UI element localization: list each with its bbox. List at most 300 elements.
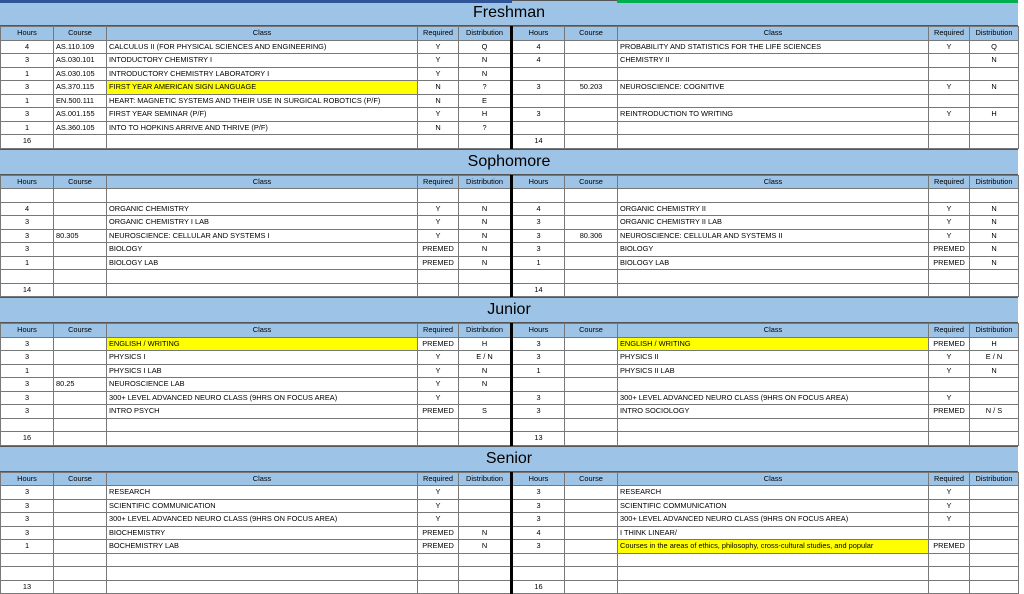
table-cell[interactable]: Y — [418, 67, 459, 81]
table-cell[interactable] — [929, 580, 970, 594]
table-cell[interactable]: Y — [929, 108, 970, 122]
table-cell[interactable] — [418, 418, 459, 432]
table-cell[interactable] — [565, 270, 618, 284]
table-cell[interactable]: N — [970, 256, 1019, 270]
table-cell[interactable] — [970, 513, 1019, 527]
table-cell[interactable]: N — [459, 67, 512, 81]
column-header-class[interactable]: Class — [618, 472, 929, 486]
table-cell[interactable]: Y — [929, 499, 970, 513]
table-cell[interactable]: H — [459, 108, 512, 122]
table-cell[interactable] — [565, 526, 618, 540]
table-cell[interactable] — [970, 189, 1019, 203]
table-cell[interactable] — [565, 580, 618, 594]
table-cell[interactable] — [929, 567, 970, 581]
table-cell[interactable]: Y — [418, 486, 459, 500]
table-cell[interactable] — [54, 567, 107, 581]
table-cell[interactable] — [929, 283, 970, 297]
table-cell[interactable] — [970, 499, 1019, 513]
table-cell[interactable]: PREMED — [929, 243, 970, 257]
table-cell[interactable]: 1 — [512, 364, 565, 378]
table-cell[interactable] — [929, 67, 970, 81]
table-cell[interactable]: ORGANIC CHEMISTRY — [107, 202, 418, 216]
table-cell[interactable]: PREMED — [418, 243, 459, 257]
table-cell[interactable]: Y — [418, 378, 459, 392]
table-cell[interactable]: NEUROSCIENCE LAB — [107, 378, 418, 392]
table-cell[interactable] — [929, 378, 970, 392]
table-cell[interactable]: 13 — [1, 580, 54, 594]
table-cell[interactable]: I THINK LINEAR/ — [618, 526, 929, 540]
column-header-required[interactable]: Required — [929, 175, 970, 189]
table-cell[interactable] — [970, 283, 1019, 297]
table-cell[interactable] — [970, 432, 1019, 446]
table-cell[interactable]: Y — [418, 499, 459, 513]
table-cell[interactable]: Y — [418, 351, 459, 365]
table-cell[interactable]: SCIENTIFIC COMMUNICATION — [107, 499, 418, 513]
table-cell[interactable]: 3 — [512, 486, 565, 500]
table-cell[interactable] — [970, 94, 1019, 108]
table-cell[interactable] — [54, 270, 107, 284]
column-header-required[interactable]: Required — [418, 472, 459, 486]
table-cell[interactable]: SCIENTIFIC COMMUNICATION — [618, 499, 929, 513]
table-cell[interactable]: 1 — [1, 94, 54, 108]
table-cell[interactable]: 3 — [1, 351, 54, 365]
table-cell[interactable] — [54, 580, 107, 594]
table-cell[interactable] — [565, 108, 618, 122]
column-header-course[interactable]: Course — [565, 27, 618, 41]
table-cell[interactable]: 3 — [512, 216, 565, 230]
table-cell[interactable] — [459, 270, 512, 284]
table-cell[interactable]: INTRODUCTORY CHEMISTRY LABORATORY I — [107, 67, 418, 81]
table-cell[interactable] — [459, 432, 512, 446]
table-cell[interactable]: Y — [418, 108, 459, 122]
table-cell[interactable] — [565, 337, 618, 351]
table-cell[interactable]: AS.001.155 — [54, 108, 107, 122]
table-cell[interactable] — [54, 189, 107, 203]
table-cell[interactable] — [970, 378, 1019, 392]
table-cell[interactable] — [565, 54, 618, 68]
column-header-hours[interactable]: Hours — [1, 27, 54, 41]
table-cell[interactable] — [565, 432, 618, 446]
table-cell[interactable]: Y — [418, 40, 459, 54]
table-cell[interactable]: N — [459, 216, 512, 230]
table-cell[interactable]: REINTRODUCTION TO WRITING — [618, 108, 929, 122]
table-cell[interactable]: E — [459, 94, 512, 108]
table-cell[interactable] — [54, 486, 107, 500]
table-cell[interactable]: 3 — [1, 54, 54, 68]
table-cell[interactable] — [54, 540, 107, 554]
column-header-hours[interactable]: Hours — [1, 324, 54, 338]
table-cell[interactable]: 4 — [512, 526, 565, 540]
table-cell[interactable]: AS.370.115 — [54, 81, 107, 95]
column-header-required[interactable]: Required — [418, 324, 459, 338]
table-cell[interactable]: Y — [929, 216, 970, 230]
table-cell[interactable]: 3 — [512, 540, 565, 554]
table-cell[interactable] — [565, 243, 618, 257]
table-cell[interactable] — [565, 391, 618, 405]
table-cell[interactable] — [1, 553, 54, 567]
table-cell[interactable]: 3 — [512, 351, 565, 365]
table-cell[interactable]: Y — [929, 229, 970, 243]
column-header-course[interactable]: Course — [565, 175, 618, 189]
table-cell[interactable]: Courses in the areas of ethics, philosophy, cross-cultural studies, and popular — [618, 540, 929, 554]
table-cell[interactable]: ENGLISH / WRITING — [107, 337, 418, 351]
table-cell[interactable] — [565, 405, 618, 419]
table-cell[interactable]: 80.306 — [565, 229, 618, 243]
table-cell[interactable] — [54, 418, 107, 432]
table-cell[interactable] — [54, 364, 107, 378]
table-cell[interactable] — [418, 189, 459, 203]
table-cell[interactable]: 80.25 — [54, 378, 107, 392]
table-cell[interactable] — [512, 553, 565, 567]
table-cell[interactable] — [929, 418, 970, 432]
table-cell[interactable]: N — [970, 216, 1019, 230]
table-cell[interactable] — [54, 405, 107, 419]
table-cell[interactable]: PHYSICS II — [618, 351, 929, 365]
table-cell[interactable] — [565, 567, 618, 581]
table-cell[interactable]: PREMED — [418, 256, 459, 270]
table-cell[interactable] — [107, 283, 418, 297]
column-header-class[interactable]: Class — [107, 472, 418, 486]
table-cell[interactable]: PREMED — [418, 526, 459, 540]
table-cell[interactable]: 1 — [1, 540, 54, 554]
table-cell[interactable] — [970, 121, 1019, 135]
table-cell[interactable]: 4 — [512, 54, 565, 68]
table-cell[interactable]: 3 — [1, 526, 54, 540]
table-cell[interactable] — [512, 567, 565, 581]
table-cell[interactable] — [929, 54, 970, 68]
column-header-hours[interactable]: Hours — [1, 175, 54, 189]
table-cell[interactable]: 3 — [512, 108, 565, 122]
table-cell[interactable] — [512, 121, 565, 135]
table-cell[interactable] — [618, 67, 929, 81]
table-cell[interactable]: BOCHEMISTRY LAB — [107, 540, 418, 554]
table-cell[interactable] — [970, 67, 1019, 81]
table-cell[interactable]: 3 — [1, 499, 54, 513]
table-cell[interactable]: Y — [418, 513, 459, 527]
table-cell[interactable]: 3 — [1, 405, 54, 419]
table-cell[interactable] — [929, 526, 970, 540]
table-cell[interactable]: NEUROSCIENCE: COGNITIVE — [618, 81, 929, 95]
table-cell[interactable] — [565, 364, 618, 378]
table-cell[interactable]: N — [418, 81, 459, 95]
table-cell[interactable] — [418, 432, 459, 446]
table-cell[interactable]: 3 — [1, 229, 54, 243]
table-cell[interactable]: PREMED — [929, 337, 970, 351]
column-header-hours[interactable]: Hours — [512, 324, 565, 338]
table-cell[interactable]: AS.030.105 — [54, 67, 107, 81]
table-cell[interactable] — [54, 499, 107, 513]
table-cell[interactable] — [107, 580, 418, 594]
table-cell[interactable] — [565, 121, 618, 135]
table-cell[interactable]: FIRST YEAR SEMINAR (P/F) — [107, 108, 418, 122]
table-cell[interactable] — [618, 94, 929, 108]
table-cell[interactable]: AS.110.109 — [54, 40, 107, 54]
table-cell[interactable]: 4 — [1, 202, 54, 216]
table-cell[interactable] — [565, 351, 618, 365]
table-cell[interactable]: INTRO SOCIOLOGY — [618, 405, 929, 419]
table-cell[interactable]: Y — [929, 486, 970, 500]
table-cell[interactable] — [970, 526, 1019, 540]
table-cell[interactable]: PHYSICS I — [107, 351, 418, 365]
table-cell[interactable]: PREMED — [418, 337, 459, 351]
table-cell[interactable] — [54, 135, 107, 149]
table-cell[interactable] — [107, 553, 418, 567]
table-cell[interactable]: BIOCHEMISTRY — [107, 526, 418, 540]
table-cell[interactable]: N — [970, 243, 1019, 257]
table-cell[interactable] — [565, 540, 618, 554]
table-cell[interactable] — [54, 432, 107, 446]
table-cell[interactable] — [512, 378, 565, 392]
table-cell[interactable] — [565, 553, 618, 567]
table-cell[interactable]: 16 — [1, 135, 54, 149]
table-cell[interactable]: Y — [418, 54, 459, 68]
table-cell[interactable]: N — [459, 364, 512, 378]
table-cell[interactable] — [418, 270, 459, 284]
column-header-hours[interactable]: Hours — [512, 27, 565, 41]
table-cell[interactable] — [929, 135, 970, 149]
table-cell[interactable] — [418, 283, 459, 297]
table-cell[interactable] — [618, 418, 929, 432]
table-cell[interactable]: E / N — [970, 351, 1019, 365]
table-cell[interactable]: BIOLOGY — [618, 243, 929, 257]
table-cell[interactable]: RESEARCH — [618, 486, 929, 500]
table-cell[interactable]: 3 — [512, 499, 565, 513]
table-cell[interactable] — [565, 283, 618, 297]
table-cell[interactable]: 3 — [1, 81, 54, 95]
table-cell[interactable] — [107, 432, 418, 446]
table-cell[interactable] — [459, 567, 512, 581]
table-cell[interactable]: PROBABILITY AND STATISTICS FOR THE LIFE SCIENCES — [618, 40, 929, 54]
table-cell[interactable] — [565, 40, 618, 54]
table-cell[interactable]: BIOLOGY LAB — [618, 256, 929, 270]
table-cell[interactable] — [459, 499, 512, 513]
table-cell[interactable]: Y — [418, 202, 459, 216]
table-cell[interactable]: N — [970, 364, 1019, 378]
table-cell[interactable] — [512, 94, 565, 108]
table-cell[interactable] — [1, 418, 54, 432]
table-cell[interactable]: BIOLOGY — [107, 243, 418, 257]
table-cell[interactable]: EN.500.111 — [54, 94, 107, 108]
table-cell[interactable]: 3 — [1, 108, 54, 122]
table-cell[interactable]: Q — [459, 40, 512, 54]
table-cell[interactable]: N — [459, 202, 512, 216]
column-header-distribution[interactable]: Distribution — [459, 27, 512, 41]
table-cell[interactable]: 1 — [512, 256, 565, 270]
table-cell[interactable]: 3 — [512, 405, 565, 419]
table-cell[interactable]: 4 — [1, 40, 54, 54]
table-cell[interactable]: 1 — [1, 67, 54, 81]
table-cell[interactable] — [54, 351, 107, 365]
column-header-class[interactable]: Class — [107, 324, 418, 338]
column-header-required[interactable]: Required — [929, 472, 970, 486]
table-cell[interactable] — [970, 567, 1019, 581]
table-cell[interactable]: 3 — [1, 337, 54, 351]
column-header-required[interactable]: Required — [929, 324, 970, 338]
table-cell[interactable] — [565, 67, 618, 81]
table-cell[interactable]: 80.305 — [54, 229, 107, 243]
table-cell[interactable]: 50.203 — [565, 81, 618, 95]
table-cell[interactable] — [107, 567, 418, 581]
table-cell[interactable]: PREMED — [929, 405, 970, 419]
table-cell[interactable] — [970, 135, 1019, 149]
table-cell[interactable]: 3 — [512, 81, 565, 95]
table-cell[interactable] — [459, 135, 512, 149]
table-cell[interactable]: N — [459, 54, 512, 68]
table-cell[interactable] — [107, 418, 418, 432]
table-cell[interactable] — [54, 202, 107, 216]
table-cell[interactable]: PHYSICS I LAB — [107, 364, 418, 378]
table-cell[interactable] — [512, 67, 565, 81]
table-cell[interactable]: N — [459, 243, 512, 257]
table-cell[interactable] — [459, 580, 512, 594]
table-cell[interactable]: PHYSICS II LAB — [618, 364, 929, 378]
table-cell[interactable] — [618, 283, 929, 297]
table-cell[interactable]: PREMED — [929, 256, 970, 270]
table-cell[interactable]: 3 — [512, 513, 565, 527]
table-cell[interactable]: Y — [418, 216, 459, 230]
table-cell[interactable]: AS.030.101 — [54, 54, 107, 68]
table-cell[interactable] — [565, 135, 618, 149]
table-cell[interactable]: 3 — [512, 243, 565, 257]
table-cell[interactable] — [929, 553, 970, 567]
table-cell[interactable] — [565, 378, 618, 392]
table-cell[interactable] — [512, 270, 565, 284]
table-cell[interactable]: 14 — [512, 283, 565, 297]
table-cell[interactable]: ? — [459, 81, 512, 95]
table-cell[interactable]: N — [970, 229, 1019, 243]
table-cell[interactable] — [929, 121, 970, 135]
table-cell[interactable] — [459, 418, 512, 432]
table-cell[interactable] — [618, 121, 929, 135]
table-cell[interactable] — [512, 418, 565, 432]
table-cell[interactable]: Y — [418, 391, 459, 405]
table-cell[interactable] — [565, 202, 618, 216]
table-cell[interactable]: Y — [929, 391, 970, 405]
table-cell[interactable]: N / S — [970, 405, 1019, 419]
table-cell[interactable]: E / N — [459, 351, 512, 365]
table-cell[interactable]: N — [970, 202, 1019, 216]
column-header-hours[interactable]: Hours — [512, 175, 565, 189]
table-cell[interactable] — [1, 270, 54, 284]
table-cell[interactable] — [107, 189, 418, 203]
table-cell[interactable]: N — [459, 256, 512, 270]
column-header-class[interactable]: Class — [618, 27, 929, 41]
table-cell[interactable]: Y — [929, 81, 970, 95]
table-cell[interactable]: 3 — [1, 216, 54, 230]
column-header-hours[interactable]: Hours — [512, 472, 565, 486]
column-header-course[interactable]: Course — [54, 324, 107, 338]
table-cell[interactable]: H — [459, 337, 512, 351]
table-cell[interactable]: 16 — [1, 432, 54, 446]
table-cell[interactable]: CHEMISTRY II — [618, 54, 929, 68]
table-cell[interactable]: 300+ LEVEL ADVANCED NEURO CLASS (9HRS ON FOCUS AREA) — [107, 513, 418, 527]
table-cell[interactable]: N — [418, 94, 459, 108]
table-cell[interactable]: N — [459, 526, 512, 540]
table-cell[interactable]: Y — [418, 364, 459, 378]
table-cell[interactable] — [107, 135, 418, 149]
table-cell[interactable]: N — [970, 54, 1019, 68]
table-cell[interactable]: 16 — [512, 580, 565, 594]
table-cell[interactable]: INTRO PSYCH — [107, 405, 418, 419]
table-cell[interactable]: PREMED — [418, 405, 459, 419]
column-header-course[interactable]: Course — [565, 324, 618, 338]
table-cell[interactable]: S — [459, 405, 512, 419]
table-cell[interactable] — [565, 216, 618, 230]
table-cell[interactable]: 1 — [1, 364, 54, 378]
table-cell[interactable] — [618, 135, 929, 149]
table-cell[interactable]: NEUROSCIENCE: CELLULAR AND SYSTEMS II — [618, 229, 929, 243]
table-cell[interactable] — [54, 243, 107, 257]
table-cell[interactable]: H — [970, 337, 1019, 351]
table-cell[interactable]: 14 — [1, 283, 54, 297]
table-cell[interactable]: ORGANIC CHEMISTRY II — [618, 202, 929, 216]
table-cell[interactable] — [970, 580, 1019, 594]
column-header-class[interactable]: Class — [107, 175, 418, 189]
table-cell[interactable]: 3 — [1, 243, 54, 257]
table-cell[interactable]: N — [459, 378, 512, 392]
table-cell[interactable] — [512, 189, 565, 203]
table-cell[interactable]: 14 — [512, 135, 565, 149]
table-cell[interactable] — [459, 189, 512, 203]
table-cell[interactable] — [929, 189, 970, 203]
column-header-distribution[interactable]: Distribution — [970, 324, 1019, 338]
table-cell[interactable]: N — [418, 121, 459, 135]
table-cell[interactable] — [565, 94, 618, 108]
table-cell[interactable]: 1 — [1, 256, 54, 270]
table-cell[interactable]: RESEARCH — [107, 486, 418, 500]
column-header-distribution[interactable]: Distribution — [970, 27, 1019, 41]
table-cell[interactable] — [970, 391, 1019, 405]
table-cell[interactable] — [459, 391, 512, 405]
table-cell[interactable]: HEART: MAGNETIC SYSTEMS AND THEIR USE IN SURGICAL ROBOTICS (P/F) — [107, 94, 418, 108]
table-cell[interactable] — [418, 580, 459, 594]
table-cell[interactable]: PREMED — [418, 540, 459, 554]
table-cell[interactable] — [54, 513, 107, 527]
table-cell[interactable]: NEUROSCIENCE: CELLULAR AND SYSTEMS I — [107, 229, 418, 243]
table-cell[interactable] — [1, 567, 54, 581]
table-cell[interactable] — [970, 270, 1019, 284]
table-cell[interactable] — [418, 553, 459, 567]
column-header-distribution[interactable]: Distribution — [970, 472, 1019, 486]
table-cell[interactable]: CALCULUS II (FOR PHYSICAL SCIENCES AND ENGINEERING) — [107, 40, 418, 54]
table-cell[interactable]: 3 — [1, 391, 54, 405]
table-cell[interactable]: INTODUCTORY CHEMISTRY I — [107, 54, 418, 68]
table-cell[interactable] — [459, 486, 512, 500]
table-cell[interactable]: 300+ LEVEL ADVANCED NEURO CLASS (9HRS ON FOCUS AREA) — [107, 391, 418, 405]
table-cell[interactable]: Q — [970, 40, 1019, 54]
table-cell[interactable]: ORGANIC CHEMISTRY II LAB — [618, 216, 929, 230]
table-cell[interactable]: INTO TO HOPKINS ARRIVE AND THRIVE (P/F) — [107, 121, 418, 135]
column-header-required[interactable]: Required — [418, 27, 459, 41]
table-cell[interactable] — [54, 526, 107, 540]
table-cell[interactable]: N — [970, 81, 1019, 95]
table-cell[interactable]: ? — [459, 121, 512, 135]
column-header-required[interactable]: Required — [929, 27, 970, 41]
table-cell[interactable] — [54, 283, 107, 297]
table-cell[interactable] — [565, 189, 618, 203]
column-header-required[interactable]: Required — [418, 175, 459, 189]
table-cell[interactable] — [618, 189, 929, 203]
table-cell[interactable]: 13 — [512, 432, 565, 446]
column-header-course[interactable]: Course — [565, 472, 618, 486]
table-cell[interactable] — [565, 418, 618, 432]
column-header-distribution[interactable]: Distribution — [459, 324, 512, 338]
table-cell[interactable] — [970, 540, 1019, 554]
column-header-class[interactable]: Class — [618, 175, 929, 189]
table-cell[interactable]: 3 — [512, 391, 565, 405]
table-cell[interactable] — [54, 256, 107, 270]
table-cell[interactable] — [970, 486, 1019, 500]
